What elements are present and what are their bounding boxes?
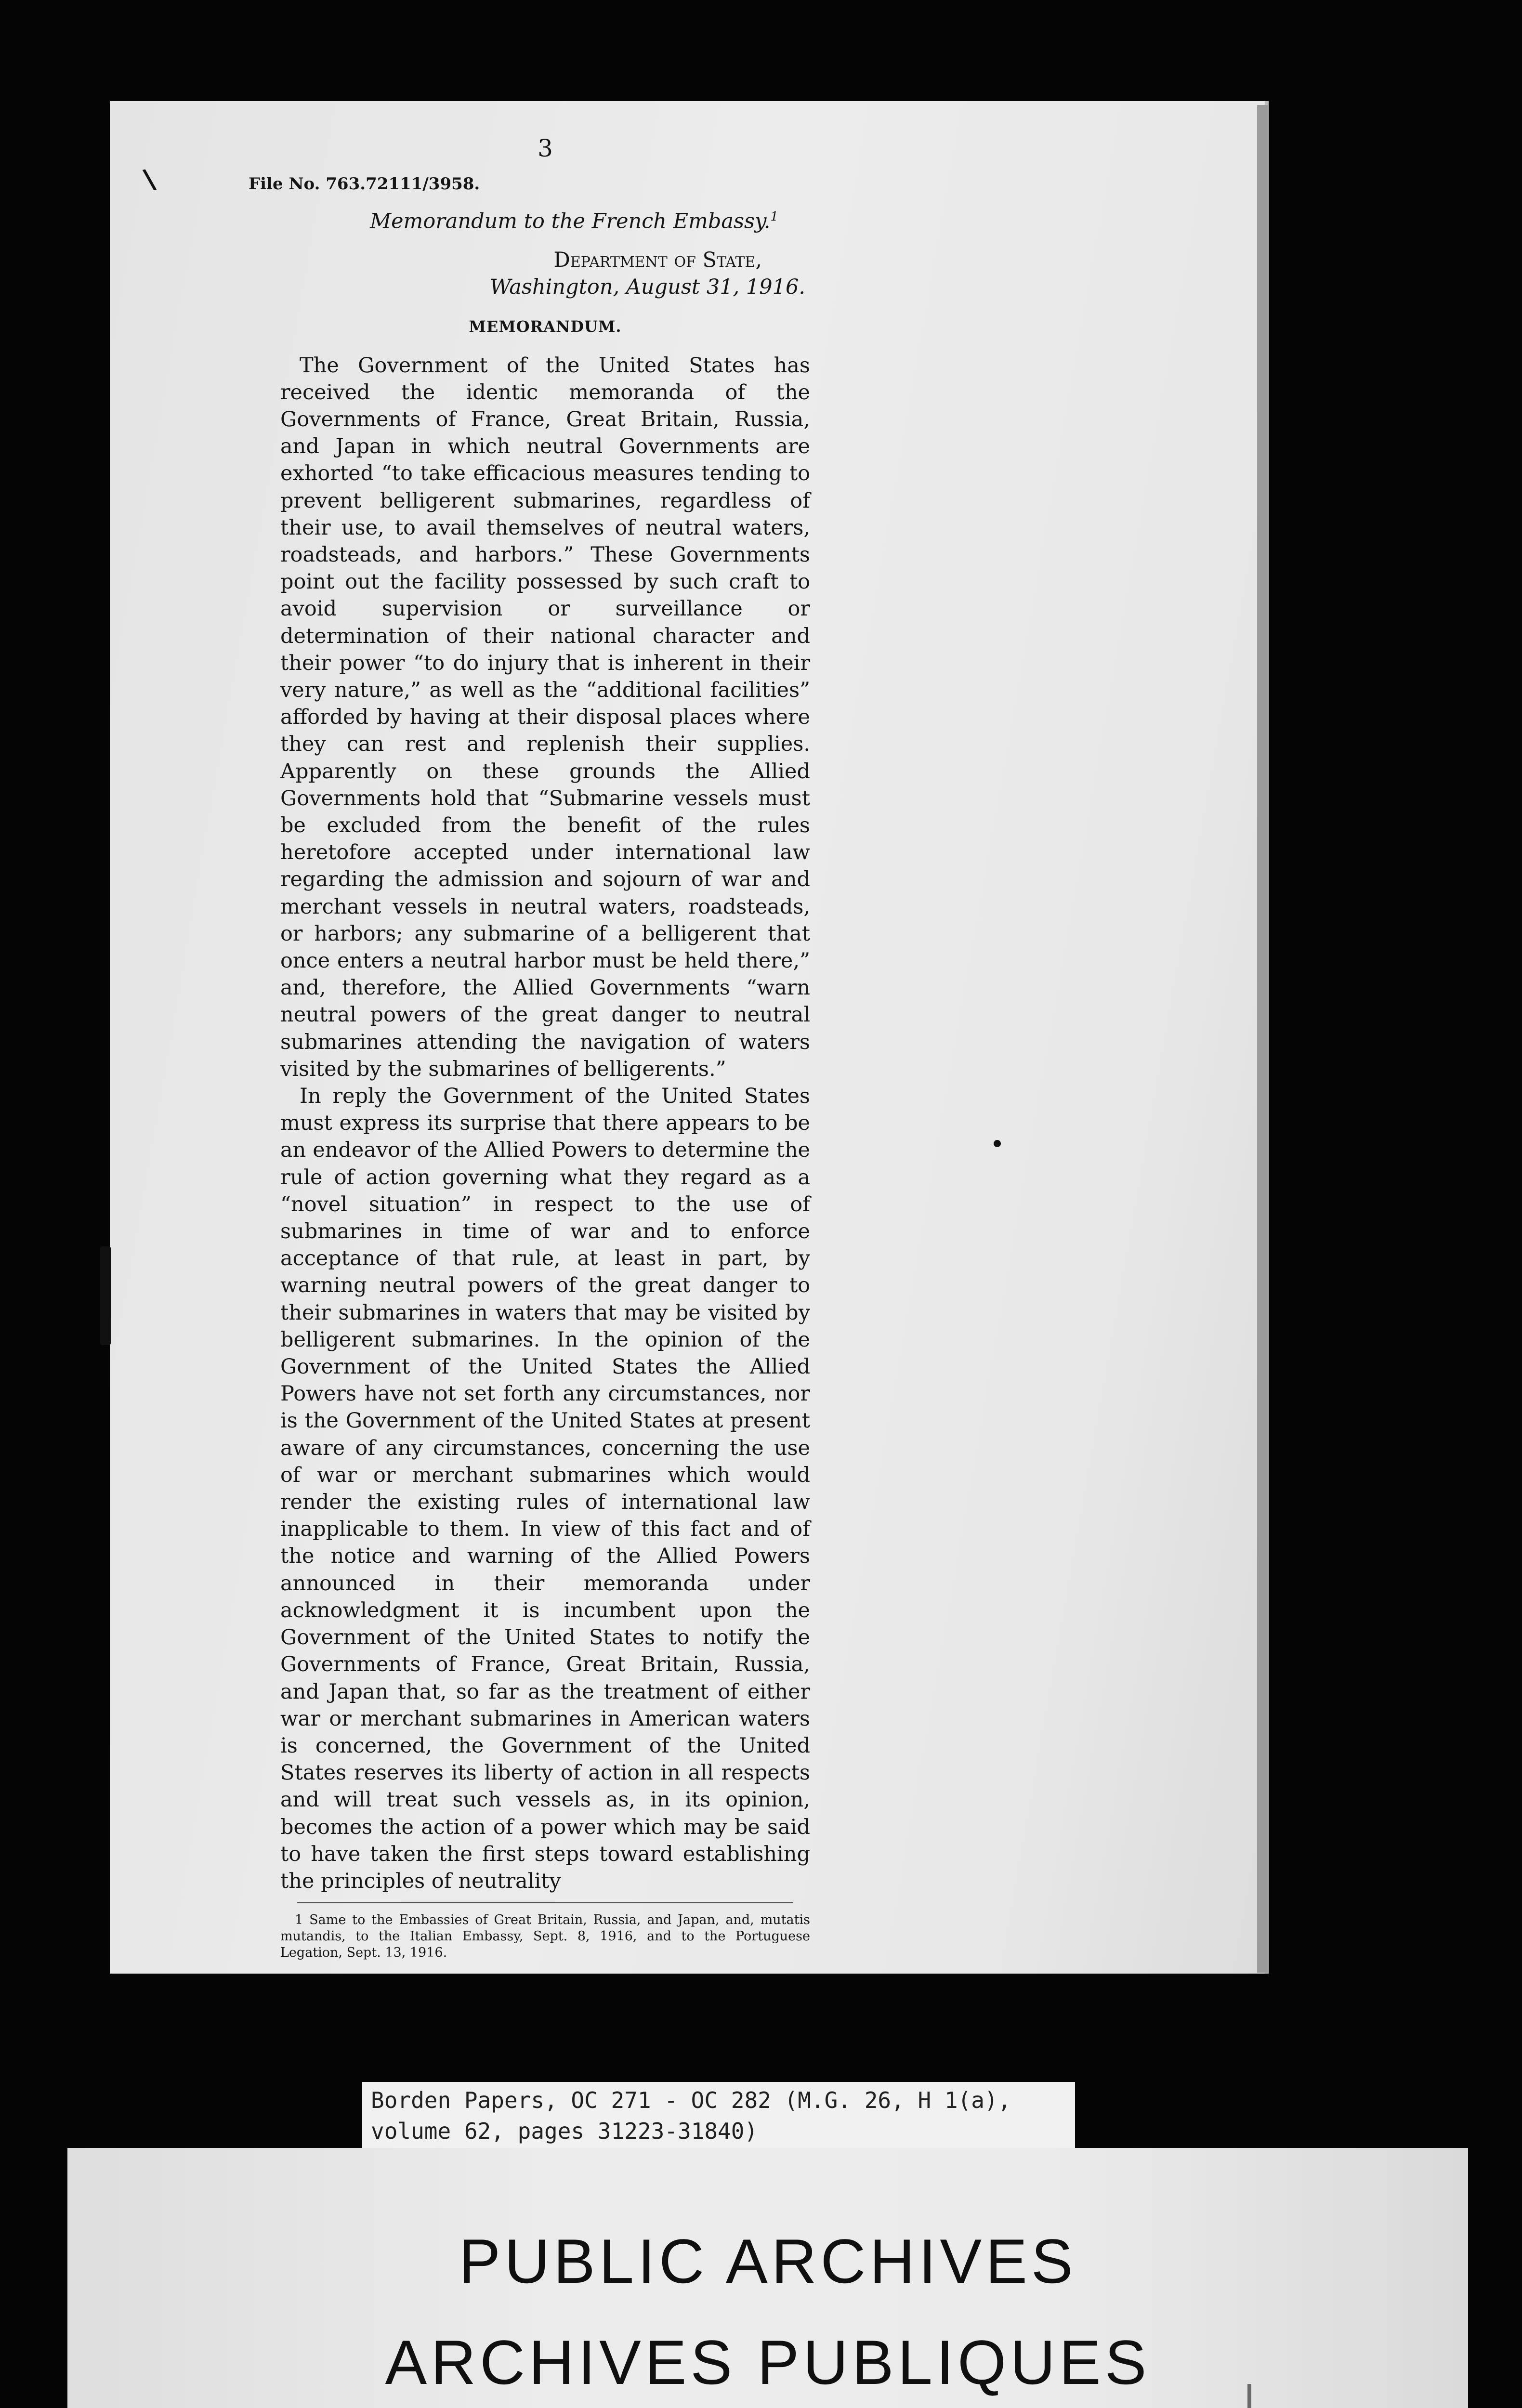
archives-title-en: PUBLIC ARCHIVES xyxy=(459,2226,1077,2296)
page-number: 3 xyxy=(538,134,553,162)
memo-heading: MEMORANDUM. xyxy=(469,317,622,336)
collection-label xyxy=(362,2082,1075,2151)
archives-card xyxy=(67,2148,1468,2408)
footnote-marker: 1 xyxy=(770,209,778,224)
file-number: File No. 763.72111/3958. xyxy=(249,174,480,194)
memo-title-text: Memorandum to the French Embassy. xyxy=(370,209,771,234)
archives-title-fr: ARCHIVES PUBLIQUES xyxy=(385,2327,1151,2397)
corner-mark: \ xyxy=(141,163,157,196)
ink-dot xyxy=(994,1140,1001,1147)
document-text xyxy=(249,134,810,1961)
place-date: Washington, August 31, 1916. xyxy=(489,275,805,300)
department: Department of State, xyxy=(553,248,762,272)
collection-label-line1: Borden Papers, OC 271 - OC 282 (M.G. 26, H 1(a), xyxy=(371,2087,1011,2113)
paragraph-1: The Government of the United States has received the identic memoranda of the Governments of France, Great Britain, Russia, and Japan in which neutral Governments are exhorted “to take efficacious measures tending to prevent belligerent submarines, regardless of their use, to avail themselves of neutral waters, roadsteads, and harbors.” These Governments point out the facility possessed by such craft to avoid supervision or surveillance or determination of their national character and their power “to do injury that is inherent in their very nature,” as well as the “additional facilities” afforded by having at their disposal places where they can rest and replenish their supplies. Apparently on these grounds the Allied Governments hold that “Submarine vessels must be excluded from the benefit of the rules heretofore accepted under international law regarding the admission and sojourn of war and merchant vessels in neutral waters, roadsteads, or harbors; any submarine of a belligerent that once enters a neutral harbor must be held there,” and, therefore, the Allied Governments “warn neutral powers of the great danger to neutral submarines attending the navigation of waters visited by the submarines of belligerents.” xyxy=(280,353,810,1081)
paragraph-2: In reply the Government of the United States must express its surprise that there appears to be an endeavor of the Allied Powers to determine the rule of action governing what they regard as a “novel situation” in respect to the use of submarines in time of war and to enforce acceptance of that rule, at least in part, by warning neutral powers of the great danger to their submarines in waters that may be visited by belligerent submarines. In the opinion of the Government of the United States the Allied Powers have not set forth any circumstances, nor is the Government of the United States at present aware of any circumstances, concerning the use of war or merchant submarines which would render the existing rules of international law inapplicable to them. In view of this fact and of the notice and warning of the Allied Powers announced in their memoranda under acknowledgment it is incumbent upon the Government of the United States to notify the Governments of France, Great Britain, Russia, and Japan that, so far as the treatment of either war or merchant submarines in American waters is concerned, the Government of the United States reserves its liberty of action in all respects and will treat such vessels as, in its opinion, becomes the action of a power which may be said to have taken the first steps toward establishing the principles of neutrality xyxy=(280,1084,810,1893)
footnote: 1 Same to the Embassies of Great Britain, Russia, and Japan, and, mutatis mutandis, to the Italian Embassy, Sept. 8, 1916, and to the Portuguese Legation, Sept. 13, 1916. xyxy=(280,1912,810,1961)
card-scratch xyxy=(1247,2384,1251,2408)
binding-tab xyxy=(100,1246,111,1345)
memo-title xyxy=(280,203,810,235)
page-edge xyxy=(1257,105,1268,1973)
footnote-divider xyxy=(297,1902,793,1903)
collection-label-line2: volume 62, pages 31223-31840) xyxy=(371,2118,758,2144)
